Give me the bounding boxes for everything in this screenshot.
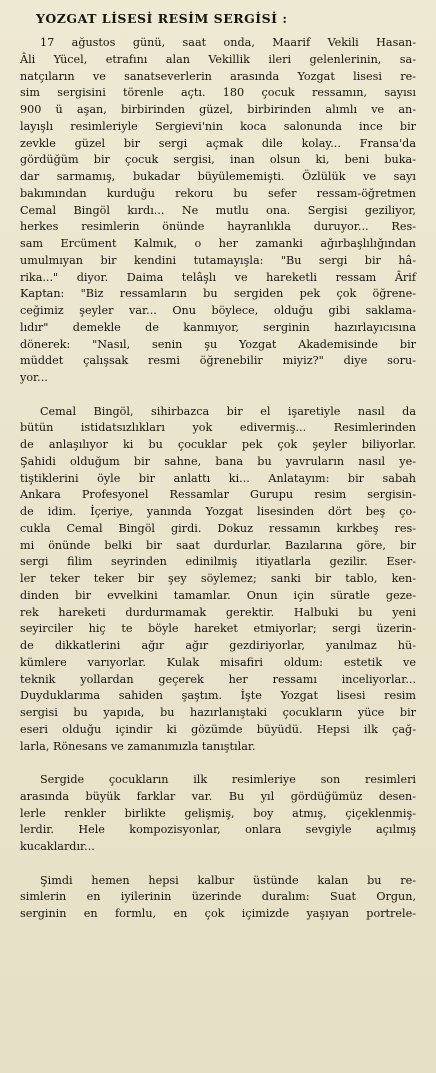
text-line: sam Ercüment Kalmık, o her zamanki ağırbaşlılığından xyxy=(20,237,416,250)
text-line: tiştiklerini öyle bir anlattı ki... Anlatayım: bir sabah xyxy=(20,471,416,485)
text-line: cukla Cemal Bingöl girdi. Dokuz ressamın kırkbeş res- xyxy=(20,521,416,535)
paragraph-gap xyxy=(20,755,416,772)
text-line: bütün istidatsızlıkları yok edivermiş... Resimlerinden xyxy=(20,421,416,435)
text-line: Sergide çocukların ilk resimleriye son resimleri xyxy=(40,773,416,786)
text-line: eseri olduğu içindir ki gözümde büyüdü. Hepsi ilk çağ- xyxy=(20,722,416,736)
text-line: arasında büyük farklar var. Bu yıl gördüğümüz desen- xyxy=(20,789,416,803)
text-line: sim sergisini törenle açtı. 180 çocuk ressamın, sayısı xyxy=(20,86,416,100)
article-title: YOZGAT LİSESİ RESİM SERGİSİ : xyxy=(36,11,288,26)
text-line: dinden bir evvelkini tamamlar. Onun için süratle geze- xyxy=(20,588,416,602)
text-line: Cemal Bingöl, sihirbazca bir el işaretiyle nasıl da xyxy=(40,404,416,418)
text-line: larla, Rönesans ve zamanımızla tanıştılar. xyxy=(20,739,256,753)
text-line: lerdir. Hele kompozisyonlar, onlara sevgiyle açılmış xyxy=(20,823,416,837)
text-line: de dikkatlerini ağır ağır gezdiriyorlar, yanılmaz hü- xyxy=(20,639,416,652)
paragraph-gap xyxy=(20,856,416,873)
text-line: Şimdi hemen hepsi kalbur üstünde kalan bu re- xyxy=(40,873,416,887)
text-line: sergi filim seyrinden edinilmiş itiyatlarla gezilir. Eser- xyxy=(20,555,416,569)
text-line: herkes resimlerin önünde hayranlıkla duruyor... Res- xyxy=(20,220,416,234)
text-line: rika..." diyor. Daima telâşlı ve hareketli ressam Ârif xyxy=(20,270,416,284)
text-line: seyirciler hiç te böyle hareket etmiyorlar; sergi üzerin- xyxy=(20,622,416,636)
text-line: Duyduklarıma sahiden şaştım. İşte Yozgat lisesi resim xyxy=(20,689,416,703)
text-line: Ankara Profesyonel Ressamlar Gurupu resim sergisin- xyxy=(20,488,416,502)
text-line: rek hareketi durdurmamak gerektir. Halbuki bu yeni xyxy=(20,605,416,619)
text-line: kucaklardır... xyxy=(20,840,95,853)
text-line: Cemal Bingöl kırdı... Ne mutlu ona. Sergisi geziliyor, xyxy=(20,203,416,217)
text-line: dönerek: "Nasıl, senin şu Yozgat Akademisinde bir xyxy=(20,337,416,351)
text-line: zevkle güzel bir sergi açmak dile kolay... Fransa'da xyxy=(20,136,416,150)
text-line: Kaptan: "Biz ressamların bu sergiden pek çok öğrene- xyxy=(20,287,416,301)
text-line: Âli Yücel, etrafını alan Vekillik ileri gelenlerinin, sa- xyxy=(20,52,416,66)
text-line: sergisi bu yapıda, bu hazırlanıştaki çocukların yüce bir xyxy=(20,706,416,719)
paragraph-gap xyxy=(20,387,416,404)
text-line: lerle renkler birlikte gelişmiş, boy atmış, çiçeklenmiş- xyxy=(20,806,416,820)
text-line: mi önünde belki bir saat durdurlar. Bazılarına göre, bir xyxy=(20,538,416,552)
text-line: de anlaşılıyor ki bu çocuklar pek çok şeyler biliyorlar. xyxy=(20,438,416,451)
paragraph-2 xyxy=(20,404,416,756)
text-line: natçıların ve sanatseverlerin arasında Yozgat lisesi re- xyxy=(20,69,416,83)
paragraph-1 xyxy=(20,35,416,387)
paragraph-3 xyxy=(20,772,416,856)
text-line: yor... xyxy=(20,371,48,384)
text-line: Şahidi olduğum bir sahne, bana bu yavruların nasıl ye- xyxy=(20,454,416,468)
text-line: kümlere varıyorlar. Kulak misafiri oldum: estetik ve xyxy=(20,655,416,669)
text-line: layışlı resimleriyle Sergievi'nin koca salonunda ince bir xyxy=(20,119,416,133)
text-line: gördüğüm bir çocuk sergisi, inan olsun ki, beni buka- xyxy=(20,153,416,167)
text-line: serginin en formlu, en çok içimizde yaşıyan portrele- xyxy=(20,907,416,920)
text-line: 900 ü aşan, birbirinden güzel, birbirinden alımlı ve an- xyxy=(20,103,416,116)
text-line: bakımından kurduğu rekoru bu sefer ressam-öğretmen xyxy=(20,186,416,200)
text-line: ler teker teker bir şey söylemez; sanki bir tablo, ken- xyxy=(20,572,416,585)
text-line: dar sarmamış, bukadar büyülememişti. Özlülük ve sayı xyxy=(20,170,416,183)
text-line: 17 ağustos günü, saat onda, Maarif Vekili Hasan- xyxy=(40,36,416,49)
text-line: de idim. İçeriye, yanında Yozgat lisesinden dört beş ço- xyxy=(20,505,416,518)
paragraph-4 xyxy=(20,873,416,923)
text-line: müddet çalışsak resmi öğrenebilir miyiz?" diye soru- xyxy=(20,354,416,368)
text-line: simlerin en iyilerinin üzerinde duralım: Suat Orgun, xyxy=(20,890,416,904)
text-line: umulmıyan bir kendini tutamayışla: "Bu sergi bir hâ- xyxy=(20,253,416,267)
text-line: ceğimiz şeyler var... Onu böylece, olduğu gibi saklama- xyxy=(20,304,416,317)
text-line: teknik yollardan geçerek her ressamı inceliyorlar... xyxy=(20,672,416,686)
text-line: lıdır" demekle de kanmıyor, serginin hazırlayıcısına xyxy=(20,320,416,334)
